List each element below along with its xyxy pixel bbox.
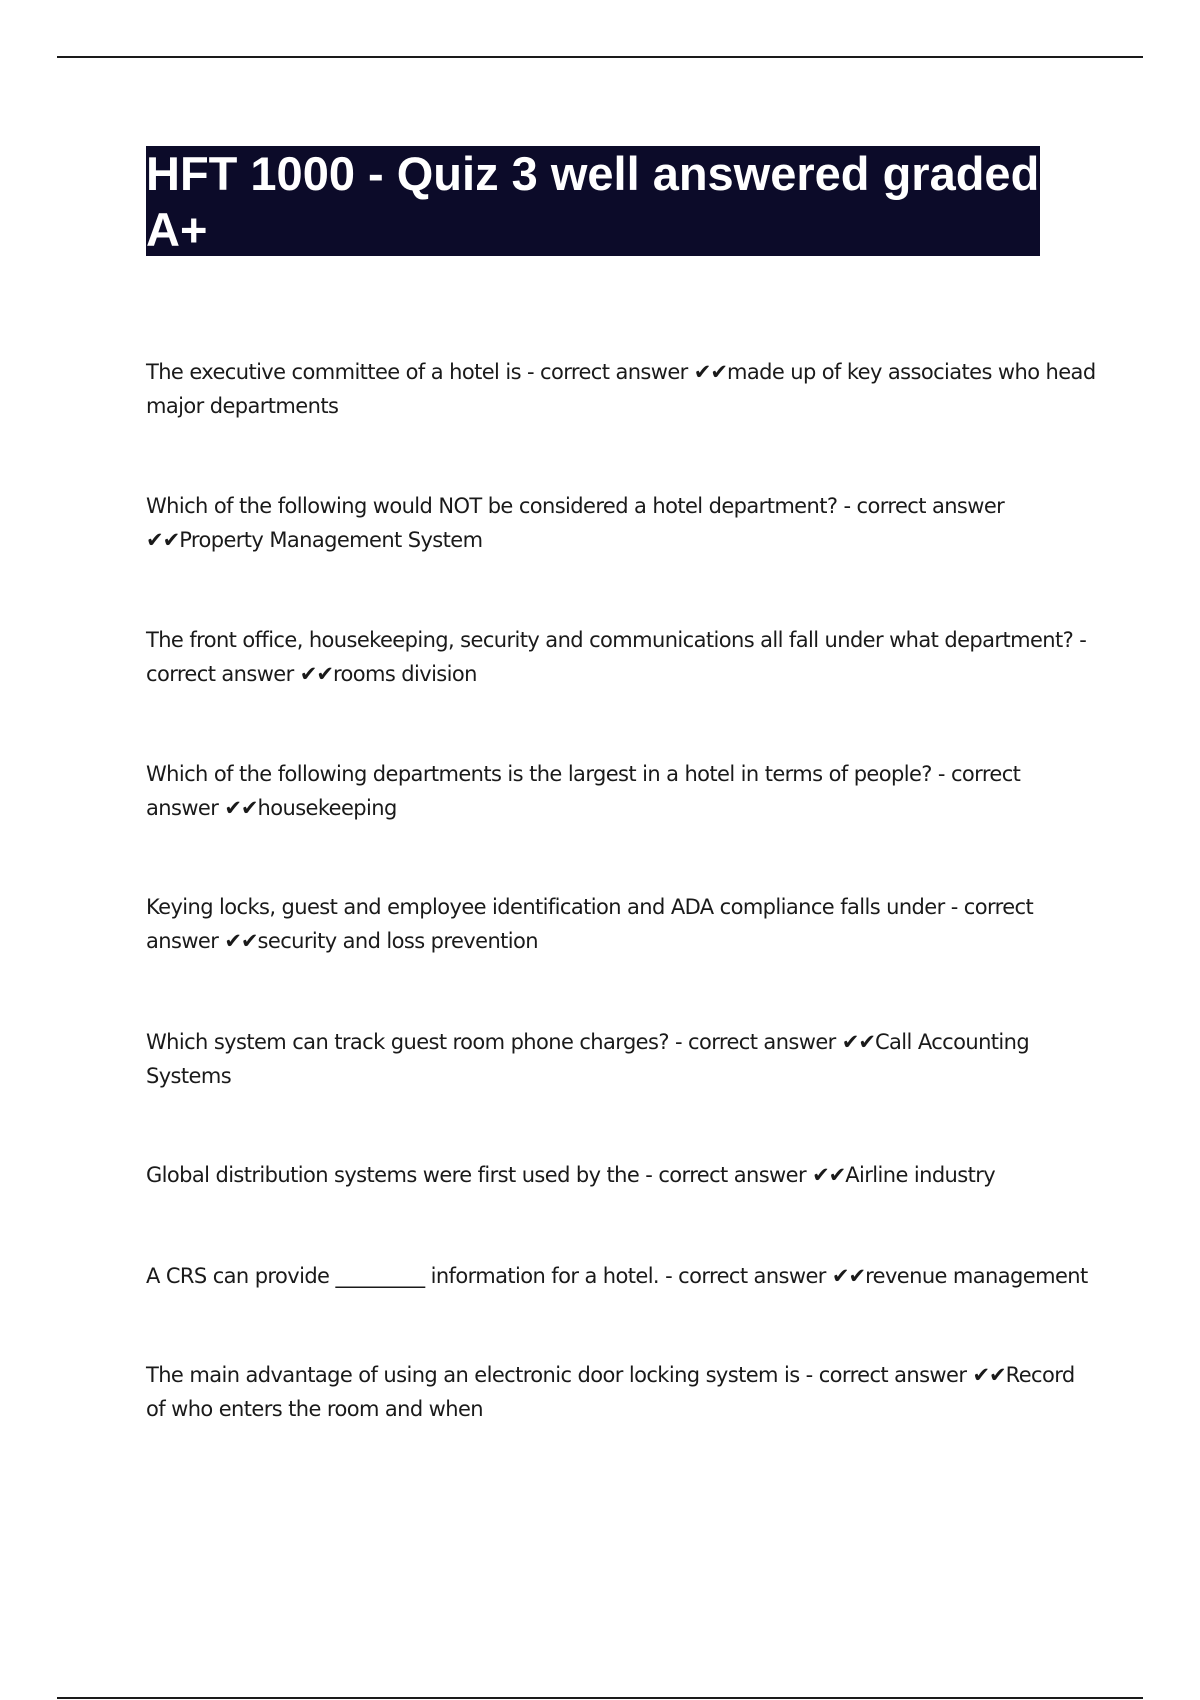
check-icon: ✔✔ — [224, 929, 258, 953]
check-icon: ✔✔ — [693, 360, 727, 384]
check-icon: ✔✔ — [841, 1030, 875, 1054]
qa-item — [146, 1158, 1096, 1192]
qa-item — [146, 355, 1096, 423]
check-icon: ✔✔ — [812, 1163, 846, 1187]
question-text: A CRS can provide _________ information for a hotel. — [146, 1264, 660, 1288]
check-icon: ✔✔ — [146, 528, 180, 552]
answer-separator: - correct answer — [837, 494, 1005, 518]
qa-item — [146, 1259, 1096, 1293]
answer-separator: - correct answer — [520, 360, 694, 384]
title-banner — [146, 146, 1040, 256]
qa-item — [146, 1358, 1096, 1426]
bottom-rule — [57, 1697, 1143, 1699]
question-text: Keying locks, guest and employee identification and ADA compliance falls under — [146, 895, 945, 919]
check-icon: ✔✔ — [831, 1264, 866, 1288]
question-text: The main advantage of using an electronic door locking system is — [146, 1363, 800, 1387]
page-title: HFT 1000 - Quiz 3 well answered graded A+ — [146, 147, 1040, 256]
answer-separator: - correct answer — [146, 762, 1021, 820]
answer-text: revenue management — [865, 1264, 1088, 1288]
answer-text: Property Management System — [179, 528, 483, 552]
question-text: Which of the following departments is the largest in a hotel in terms of people? — [146, 762, 932, 786]
answer-text: Airline industry — [845, 1163, 996, 1187]
top-rule — [57, 56, 1143, 58]
check-icon: ✔✔ — [972, 1363, 1006, 1387]
check-icon: ✔✔ — [224, 796, 258, 820]
answer-separator: - correct answer — [799, 1363, 973, 1387]
question-text: The executive committee of a hotel is — [146, 360, 521, 384]
answer-text: Record of who enters the room and when — [146, 1363, 1075, 1421]
answer-separator: - correct answer — [639, 1163, 813, 1187]
question-text: Which of the following would NOT be considered a hotel department? — [146, 494, 838, 518]
answer-separator: - correct answer — [146, 628, 1087, 686]
answer-separator: - correct answer — [146, 895, 1034, 953]
qa-item — [146, 757, 1096, 825]
qa-item — [146, 890, 1096, 958]
qa-item — [146, 489, 1096, 557]
question-text: Global distribution systems were first used by the — [146, 1163, 640, 1187]
answer-text: housekeeping — [257, 796, 397, 820]
answer-text: Call Accounting Systems — [146, 1030, 1030, 1088]
answer-separator: - correct answer — [668, 1030, 842, 1054]
qa-item — [146, 623, 1096, 691]
answer-text: security and loss prevention — [257, 929, 538, 953]
answer-separator: - correct answer — [659, 1264, 832, 1288]
question-text: The front office, housekeeping, security and communications all fall under what department? — [146, 628, 1074, 652]
qa-item — [146, 1025, 1096, 1093]
answer-text: rooms division — [332, 662, 477, 686]
check-icon: ✔✔ — [299, 662, 333, 686]
question-text: Which system can track guest room phone charges? — [146, 1030, 669, 1054]
answer-text: made up of key associates who head major departments — [146, 360, 1096, 418]
